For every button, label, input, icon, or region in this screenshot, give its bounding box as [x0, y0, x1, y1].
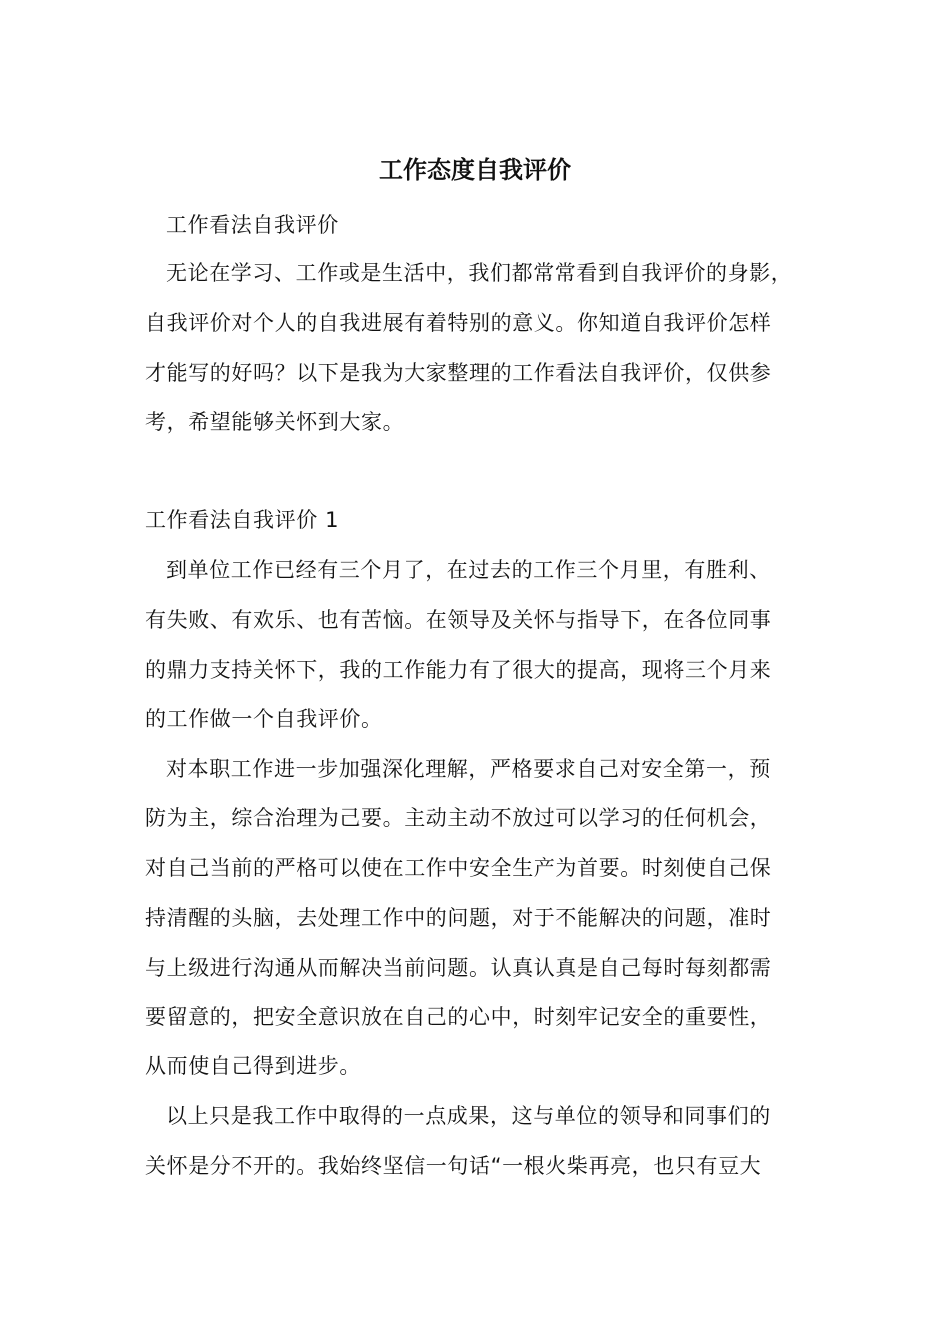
paragraph-line: 与上级进行沟通从而解决当前问题。认真认真是自己每时每刻都需 — [145, 956, 772, 980]
section-heading-1: 工作看法自我评价 1 — [145, 508, 340, 532]
paragraph-line: 才能写的好吗？以下是我为大家整理的工作看法自我评价，仅供参 — [145, 361, 772, 385]
paragraph-line: 以上只是我工作中取得的一点成果，这与单位的领导和同事们的 — [166, 1104, 771, 1128]
subheading-intro: 工作看法自我评价 — [166, 213, 339, 237]
paragraph-line: 要留意的，把安全意识放在自己的心中，时刻牢记安全的重要性， — [145, 1005, 772, 1029]
paragraph-line: 自我评价对个人的自我进展有着特别的意义。你知道自我评价怎样 — [145, 311, 772, 335]
paragraph-line: 无论在学习、工作或是生活中，我们都常常看到自我评价的身影， — [166, 261, 793, 285]
paragraph-line: 关怀是分不开的。我始终坚信一句话“一根火柴再亮，也只有豆大 — [145, 1154, 762, 1178]
paragraph-line: 有失败、有欢乐、也有苦恼。在领导及关怀与指导下，在各位同事 — [145, 608, 772, 632]
paragraph-line: 考，希望能够关怀到大家。 — [145, 410, 405, 434]
paragraph-line: 从而使自己得到进步。 — [145, 1054, 361, 1078]
paragraph-line: 的鼎力支持关怀下，我的工作能力有了很大的提高，现将三个月来 — [145, 658, 772, 682]
paragraph-line: 对本职工作进一步加强深化理解，严格要求自己对安全第一，预 — [166, 757, 771, 781]
document-title: 工作态度自我评价 — [379, 156, 571, 184]
paragraph-line: 防为主，综合治理为己要。主动主动不放过可以学习的任何机会， — [145, 806, 772, 830]
paragraph-line: 持清醒的头脑，去处理工作中的问题，对于不能解决的问题，准时 — [145, 906, 772, 930]
paragraph-line: 对自己当前的严格可以使在工作中安全生产为首要。时刻使自己保 — [145, 856, 772, 880]
paragraph-line: 到单位工作已经有三个月了，在过去的工作三个月里，有胜利、 — [166, 558, 771, 582]
paragraph-line: 的工作做一个自我评价。 — [145, 707, 383, 731]
